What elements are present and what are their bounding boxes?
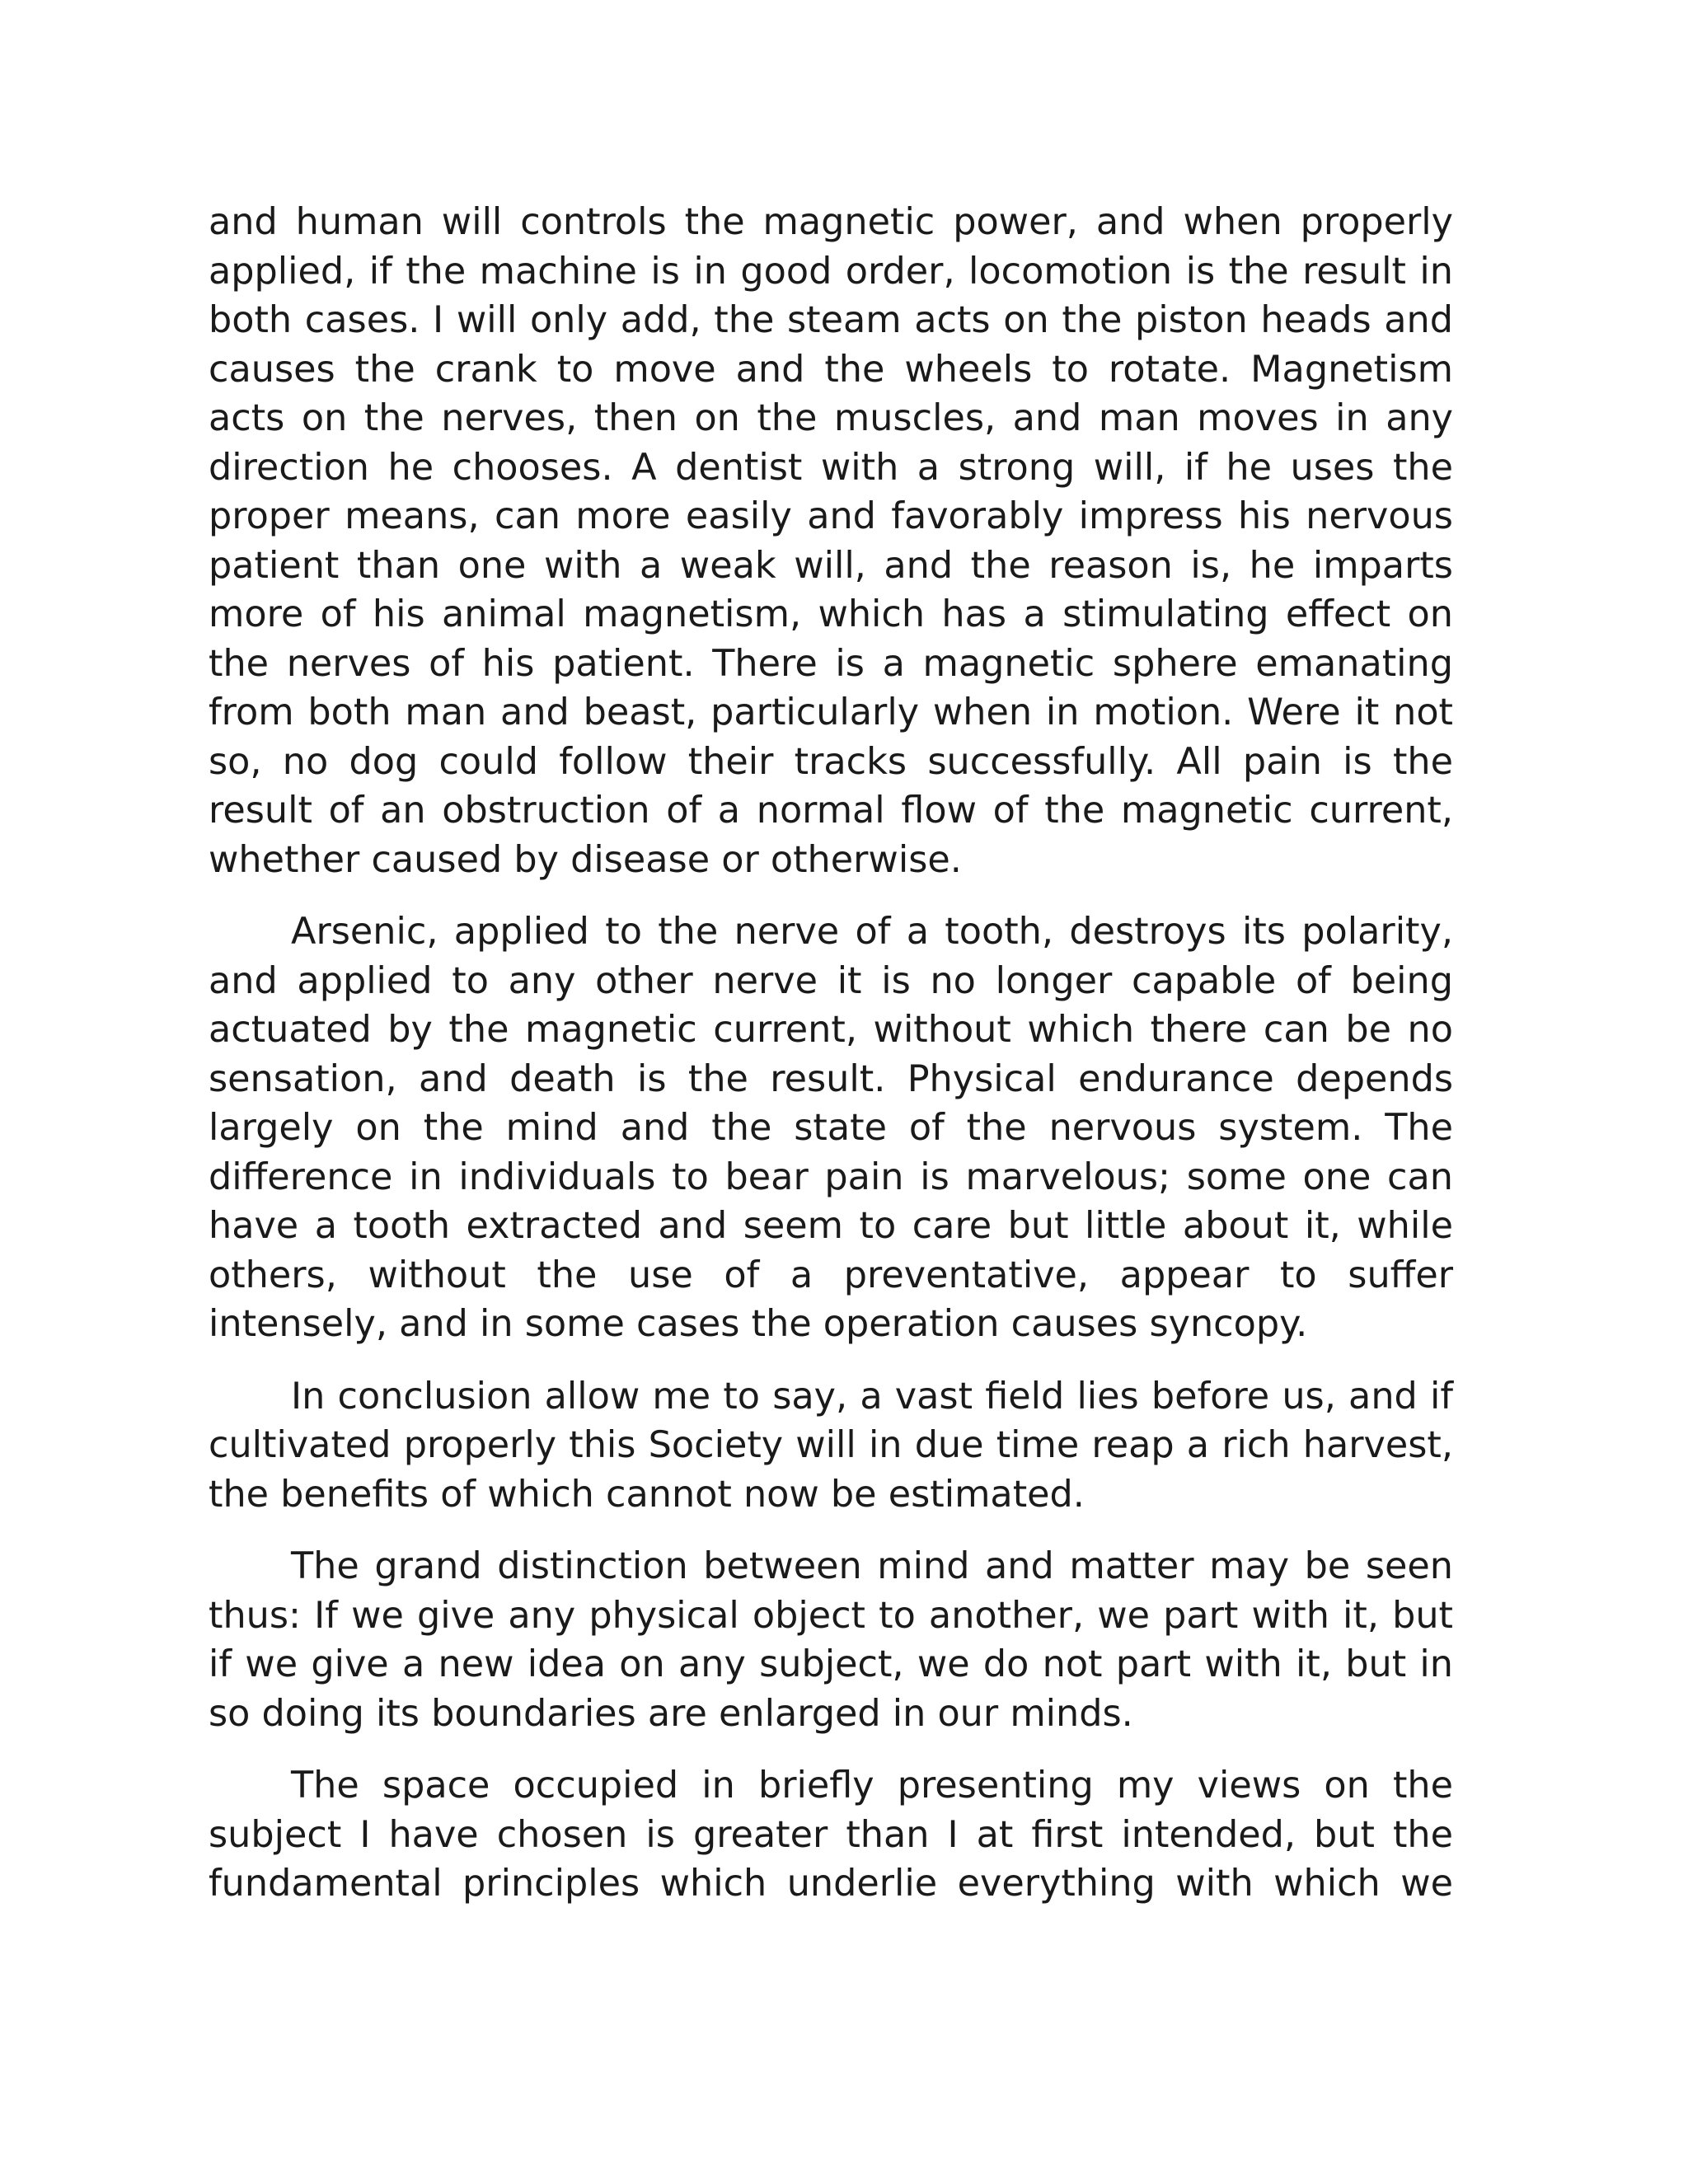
paragraph-3: In conclusion allow me to say, a vast field lies before us, and if cultivated properly this Society will in due time reap a rich harvest, the benefits of which cannot now be estimated. bbox=[209, 1375, 1453, 1516]
paragraph-2: Arsenic, applied to the nerve of a tooth, destroys its polarity, and applied to any other nerve it is no longer capable of being actuated by the magnetic current, without which there can be no sensation, and death is the result. Physical endurance depends largely on the mind and the state of the nervous system. The difference in individuals to bear pain is marvelous; some one can have a tooth extracted and seem to care but little about it, while others, without the use of a preventative, appear to suffer intensely, and in some cases the operation causes syncopy. bbox=[209, 911, 1453, 1345]
body-text bbox=[209, 198, 1453, 1932]
paragraph-4: The grand distinction between mind and matter may be seen thus: If we give any physical object to another, we part with it, but if we give a new idea on any subject, we do not part with it, but in so doing its boundaries are enlarged in our minds. bbox=[209, 1545, 1453, 1735]
paragraph-5: The space occupied in briefly presenting my views on the subject I have chosen is greater than I at first intended, but the fundamental principles which underlie everything with which we bbox=[209, 1765, 1453, 1905]
paragraph-1: and human will controls the magnetic power, and when properly applied, if the machine is in good order, locomotion is the result in both cases. I will only add, the steam acts on the piston heads and causes the crank to move and the wheels to rotate. Magnetism acts on the nerves, then on the muscles, and man moves in any direction he chooses. A dentist with a strong will, if he uses the proper means, can more easily and favorably impress his nervous patient than one with a weak will, and the reason is, he imparts more of his animal magnetism, which has a stimulating effect on the nerves of his patient. There is a magnetic sphere emanating from both man and beast, particularly when in motion. Were it not so, no dog could follow their tracks successfully. All pain is the result of an obstruction of a normal flow of the magnetic current, whether caused by disease or otherwise. bbox=[209, 201, 1453, 881]
